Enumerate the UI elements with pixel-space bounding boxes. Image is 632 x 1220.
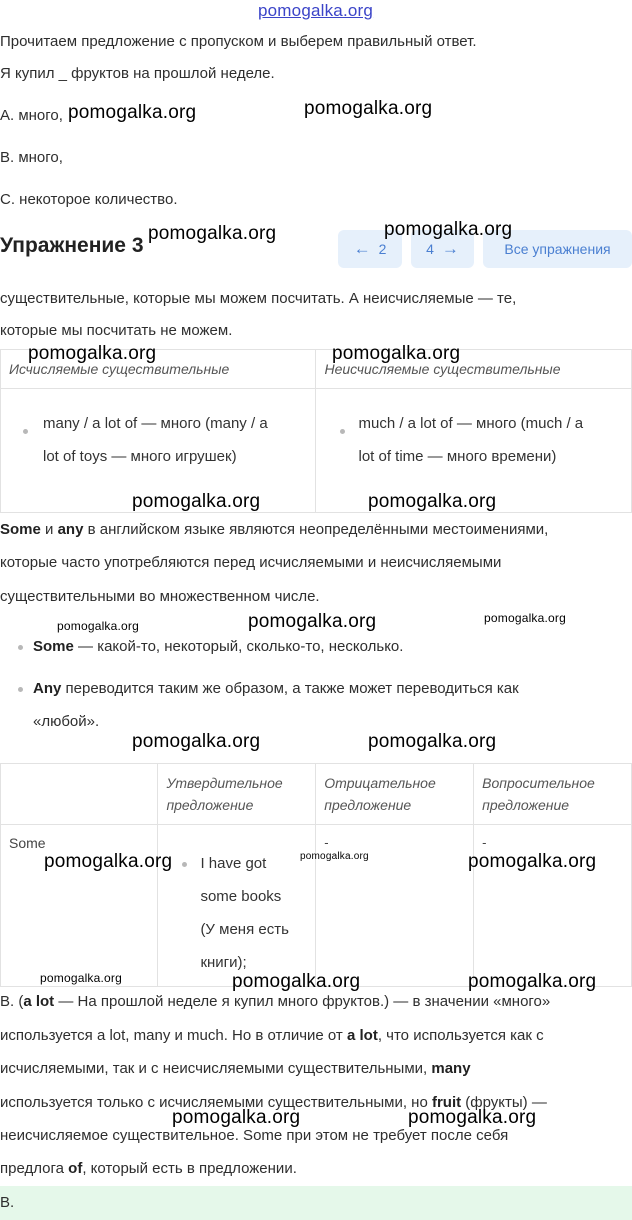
watermark: pomogalka.org [232, 971, 361, 992]
watermark: pomogalka.org [44, 851, 173, 872]
explanation-line3: исчисляемыми, так и с неисчисляемыми существительными, many [0, 1060, 471, 1077]
bullet-icon [23, 429, 28, 434]
watermark-top: pomogalka.org [258, 1, 374, 20]
watermark: pomogalka.org [132, 491, 261, 512]
watermark: pomogalka.org [304, 98, 433, 119]
watermark: pomogalka.org [468, 851, 597, 872]
exercise-title: Упражнение 3 [0, 234, 144, 257]
word-any: any [57, 521, 84, 538]
table1-cell-countable-line2: lot of toys — много игрушек) [43, 448, 237, 465]
table1-cell-countable-line1: many / a lot of — много (many / a [43, 415, 268, 432]
watermark: pomogalka.org [172, 1107, 301, 1128]
explanation-line2: используется a lot, many и much. Но в отличие от a lot, что используется как с [0, 1027, 544, 1044]
explanation-line5: неисчисляемое существительное. Some при этом не требует после себя [0, 1127, 509, 1144]
table2-cell-question: - [474, 825, 632, 987]
table1-header-countable: Исчисляемые существительные [1, 350, 316, 389]
watermark: pomogalka.org [468, 971, 597, 992]
explanation-line4: используется только с исчисляемыми существительными, но fruit (фрукты) — [0, 1094, 547, 1111]
list-item-any: Any переводится таким же образом, а также может переводиться как «любой». [0, 672, 519, 738]
watermark: pomogalka.org [132, 731, 261, 752]
para2-line1: Some и any в английском языке являются неопределёнными местоимениями, [0, 521, 549, 538]
table2-header-affirmative: Утвердительное предложение [158, 764, 316, 825]
table2-header-negative: Отрицательное предложение [316, 764, 474, 825]
watermark: pomogalka.org [300, 851, 369, 862]
arrow-left-icon: ← [353, 239, 371, 258]
watermark: pomogalka.org [368, 491, 497, 512]
option-c: C. некоторое количество. [0, 191, 178, 208]
table1-header-uncountable: Неисчисляемые существительные [316, 350, 632, 389]
watermark: pomogalka.org [368, 731, 497, 752]
para1-line2: которые мы посчитать не можем. [0, 322, 233, 339]
para2-line3: существительными во множественном числе. [0, 588, 320, 605]
option-a: A. много, [0, 107, 63, 124]
table2-header-empty [1, 764, 158, 825]
next-exercise-label: 4 [426, 241, 434, 257]
word-some: Some [0, 521, 41, 538]
table2-row-label: Some [1, 825, 158, 987]
bullet-icon [18, 687, 23, 692]
watermark: pomogalka.org [484, 611, 566, 625]
bullet-icon [182, 862, 187, 867]
watermark: pomogalka.org [384, 219, 513, 240]
all-exercises-label: Все упражнения [504, 241, 611, 257]
watermark: pomogalka.org [148, 223, 277, 244]
watermark: pomogalka.org [408, 1107, 537, 1128]
table1-cell-uncountable-line2: lot of time — много времени) [358, 448, 557, 465]
question-sentence: Я купил _ фруктов на прошлой неделе. [0, 65, 275, 82]
watermark: pomogalka.org [40, 971, 122, 985]
explanation-line6: предлога of, который есть в предложении. [0, 1160, 297, 1177]
para2-line2: которые часто употребляются перед исчисляемыми и неисчисляемыми [0, 554, 502, 571]
watermark: pomogalka.org [57, 619, 139, 633]
nouns-table [0, 349, 632, 513]
watermark: pomogalka.org [28, 343, 157, 364]
table2-header-question: Вопросительное предложение [474, 764, 632, 825]
arrow-right-icon: → [441, 239, 459, 258]
list-item-some: Some — какой-то, некоторый, сколько-то, несколько. [0, 630, 403, 663]
prev-exercise-label: 2 [378, 241, 387, 257]
watermark: pomogalka.org [332, 343, 461, 364]
option-b: B. много, [0, 149, 63, 166]
bullet-icon [18, 645, 23, 650]
question-intro: Прочитаем предложение с пропуском и выберем правильный ответ. [0, 33, 477, 50]
table2-cell-affirmative: I have got some books (У меня есть книги); [158, 825, 316, 987]
watermark: pomogalka.org [248, 611, 377, 632]
table1-cell-uncountable-line1: much / a lot of — много (much / a [358, 415, 584, 432]
answer-bar: B. [0, 1186, 632, 1220]
some-any-table [0, 763, 632, 987]
explanation-line1: B. (a lot — На прошлой неделе я купил много фруктов.) — в значении «много» [0, 993, 551, 1010]
table2-cell-negative: - [316, 825, 474, 987]
para1-line1: существительные, которые мы можем посчитать. А неисчисляемые — те, [0, 290, 517, 307]
watermark: pomogalka.org [68, 102, 197, 123]
